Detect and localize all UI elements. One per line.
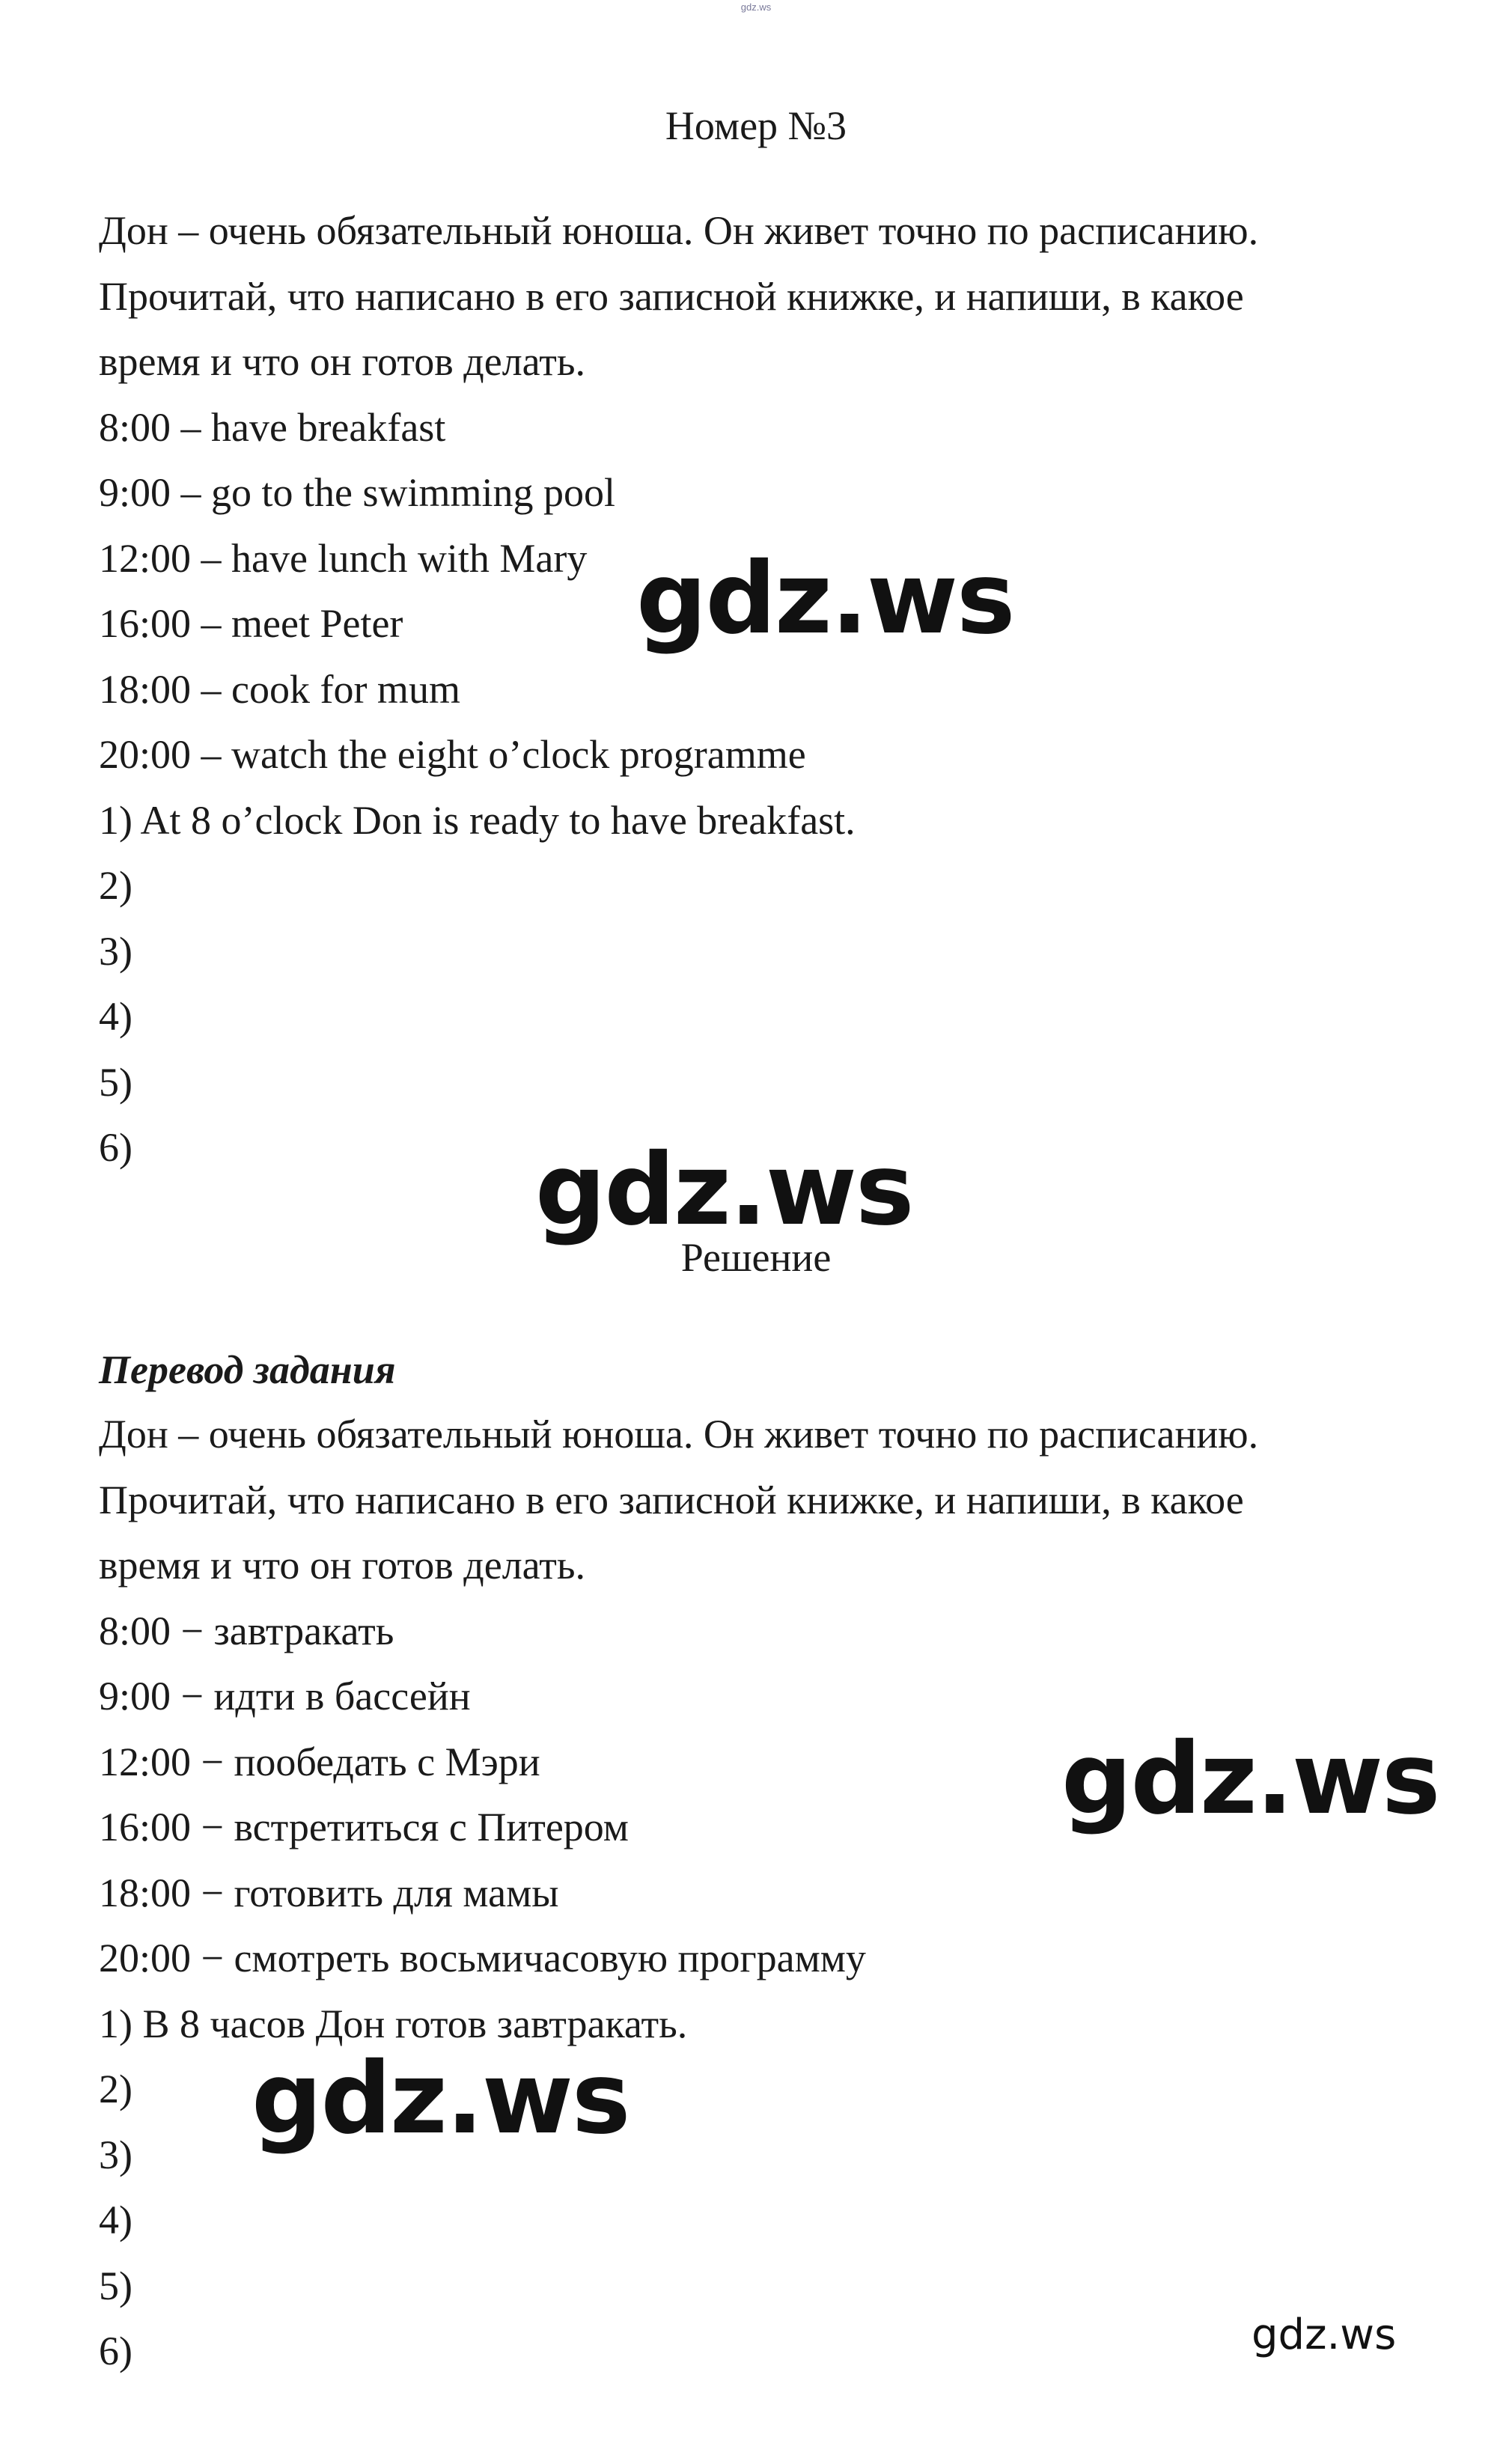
answer-item: 5) xyxy=(99,1059,132,1105)
translation-line: Прочитай, что написано в его записной книжке, и напиши, в какое xyxy=(99,1477,1244,1522)
translation-schedule-item: 16:00 − встретиться с Питером xyxy=(99,1805,629,1849)
schedule-item: 12:00 – have lunch with Mary xyxy=(99,535,588,581)
watermark: gdz.ws xyxy=(252,2041,630,2156)
task-line: Прочитай, что написано в его записной книжке, и напиши, в какое xyxy=(99,273,1244,319)
translation-line: Дон – очень обязательный юноша. Он живет точно по расписанию. xyxy=(99,1412,1259,1457)
footer-watermark: gdz.ws xyxy=(1252,2311,1397,2359)
translation-answer-item: 6) xyxy=(99,2329,132,2373)
answer-item: 2) xyxy=(99,863,132,908)
translation-text xyxy=(99,1402,1416,2385)
schedule-item: 8:00 – have breakfast xyxy=(99,404,446,450)
task-line: Дон – очень обязательный юноша. Он живет точно по расписанию. xyxy=(99,208,1259,253)
answer-item: 3) xyxy=(99,928,132,974)
schedule-item: 20:00 – watch the eight o’clock programme xyxy=(99,732,806,777)
solution-heading: Решение xyxy=(680,1235,832,1280)
translation-schedule-item: 20:00 − смотреть восьмичасовую программу xyxy=(99,1936,866,1980)
answer-item: 4) xyxy=(99,994,132,1039)
task-line: время и что он готов делать. xyxy=(99,339,585,384)
translation-answer-item: 5) xyxy=(99,2263,132,2308)
watermark: gdz.ws xyxy=(535,1132,913,1248)
answer-item: 1) At 8 o’clock Don is ready to have breakfast. xyxy=(99,797,856,843)
answer-item: 6) xyxy=(99,1125,132,1170)
translation-subheading: Перевод задания xyxy=(99,1347,396,1392)
watermark: gdz.ws xyxy=(1061,1721,1439,1837)
translation-answer-item: 1) В 8 часов Дон готов завтракать. xyxy=(99,2001,688,2046)
translation-subheading-wrap xyxy=(99,1338,1416,1403)
schedule-item: 18:00 – cook for mum xyxy=(99,666,460,712)
translation-schedule-item: 18:00 − готовить для мамы xyxy=(99,1870,559,1915)
task-text xyxy=(99,198,1416,1181)
translation-schedule-item: 9:00 − идти в бассейн xyxy=(99,1674,471,1719)
schedule-item: 9:00 – go to the swimming pool xyxy=(99,470,616,515)
translation-answer-item: 2) xyxy=(99,2067,132,2111)
translation-schedule-item: 12:00 − пообедать с Мэри xyxy=(99,1739,540,1784)
top-watermark: gdz.ws xyxy=(740,1,772,13)
translation-answer-item: 4) xyxy=(99,2198,132,2242)
page-title: Номер №3 xyxy=(665,103,847,148)
translation-answer-item: 3) xyxy=(99,2132,132,2177)
watermark: gdz.ws xyxy=(636,541,1014,656)
translation-schedule-item: 8:00 − завтракать xyxy=(99,1608,394,1653)
schedule-item: 16:00 – meet Peter xyxy=(99,601,403,646)
translation-line: время и что он готов делать. xyxy=(99,1543,585,1588)
